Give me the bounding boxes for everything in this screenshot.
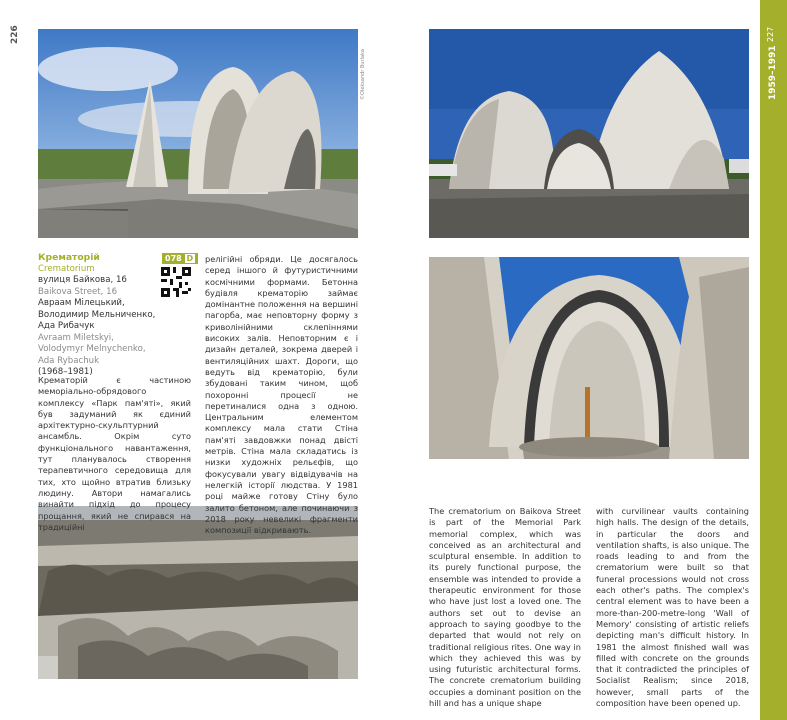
years: (1968–1981) (38, 367, 93, 377)
en-paragraph-1: The crematorium on Baikova Street is part of the Memorial Park memorial complex, which was conceived as an architectural and sculptural ensemble. In addition to its purely functional purpose, the ensemble was intended to provide a therapeutic environment for those who have just lost a loved one. The authors set out to devise an approach to saying goodbye to the departed that would not rely on traditional religious rites. One way in which they achieved this was by using futuristic architectural forms. The concrete crematorium building occupies a dominant position on the hill and has a unique shape (429, 506, 581, 709)
left-page-number: 226 (10, 25, 20, 44)
en-paragraph-2: with curvilinear vaults containing high halls. The design of the details, in particular the doors and ventilation shafts, is also unique. The roads leading to and from the crematorium were built so that funeral processions would not cross each other's paths. The complex's central element was to have been a more-than-200-metre-long 'Wall of Memory' consisting of artistic reliefs depicting man's difficult history. In 1981 the almost finished wall was filled with concrete on the grounds that it contradicted the principles of Socialist Realism; since 2018, however, small parts of the composition have been opened up. (596, 506, 749, 709)
ua-address: вулиця Байкова, 16 (38, 275, 127, 285)
en-text-column-2 (596, 506, 749, 709)
crematorium-exterior-photo (38, 29, 358, 238)
ua-paragraph-1: Крематорій є частиною меморіально-обрядового комплексу «Парк пам'яті», який був задуманий як єдиний архітектурно-скульптурний ансамбль. Окрім суто функціонального навантаження, тут планувалось створення терапевтичного середовища для тих, хто щойно втратив близьку людину. Автори намагались винайти підхід до процесу прощання, який не спирався на традиційні (38, 375, 191, 532)
qr-code-icon[interactable] (161, 267, 191, 297)
crematorium-arch-photo (429, 257, 749, 459)
ua-authors: Авраам Мілецький, Володимир Мельниченко, Ада Рибачук (38, 298, 156, 331)
en-text-column-1 (429, 506, 581, 709)
section-years-label: 1959–1991 (768, 45, 778, 100)
ua-text-column-2 (205, 254, 358, 536)
en-authors: Avraam Miletskyi, Volodymyr Melnychenko, Ada Rybachuk (38, 332, 146, 366)
right-page-number: 227 (766, 26, 775, 42)
crematorium-domes-photo (429, 29, 749, 238)
photo-credit: ©Oleksandr Burlaka (360, 49, 366, 100)
entry-number-badge: 078 D (162, 253, 198, 264)
ua-paragraph-2: релігійні обряди. Це досягалось серед іншого й футуристичними космічними формами. Бетонна будівля крематорію займає домінантне положення на вершині пагорба, має неповторну форму з криволінійними склепіннями високих залів. Неповторним є і дизайн деталей, зокрема дверей і вентиляційних шахт. Дороги, що ведуть від крематорію, були збудовані таким чином, щоб похоронні процесії не перетиналися одна з одною. Центральним елементом комплексу мала стати Стіна пам'яті завдовжки понад двісті метрів. Стіна мала складатись із низки художніх рельєфів, що фокусували увагу відвідувачів на нелегкій історії людства. У 1981 році майже готову Стіну було залито бетоном, але починаючи з 2018 року невеликі фрагменти композиції відкривають. (205, 254, 358, 536)
ua-title: Крематорій (38, 252, 100, 263)
en-title: Crematorium (38, 263, 95, 274)
ua-text-column-1 (38, 375, 191, 533)
en-address: Baikova Street, 16 (38, 286, 118, 297)
section-tab (760, 0, 787, 720)
